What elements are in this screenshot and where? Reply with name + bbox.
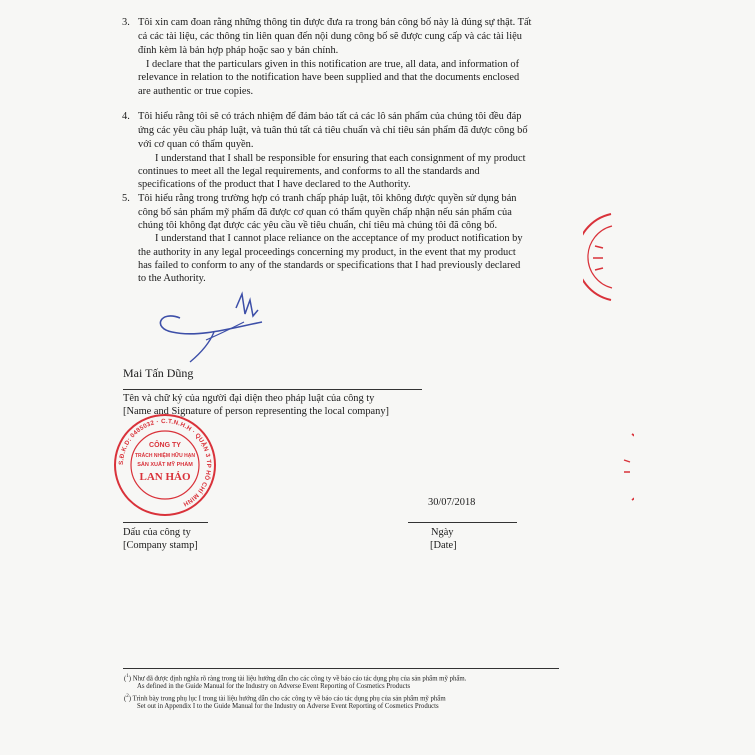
footnote-text: Như đã được định nghĩa rõ ràng trong tài liệu hướng dẫn cho các công ty về báo cáo tác dụng phụ của sản phẩm mỹ phẩm. — [132, 675, 467, 683]
signer-caption-vi: Tên và chữ ký của người đại diện theo pháp luật của công ty — [123, 393, 375, 404]
stamp-label-vi: Dấu của công ty — [123, 527, 191, 538]
item-4-vi-line: ứng các yêu cầu pháp luật, và tuân thủ tất cả tiêu chuẩn và chỉ tiêu sản phẩm đã được công bố — [138, 125, 528, 136]
item-3-vi-line: cả các tài liệu, các thông tin liên quan đến nội dung công bố sẽ được cung cấp và các tài liệu — [138, 31, 522, 42]
edge-seal — [583, 212, 613, 302]
footnote-text: Trình bày trong phụ lục I trong tài liệu hướng dẫn cho các công ty về báo cáo tác dụng phụ của sản phẩm mỹ phẩm — [132, 695, 446, 703]
footnote-marker: 1 — [126, 674, 129, 679]
item-4-vi-line: với cơ quan có thẩm quyền. — [138, 139, 254, 150]
date-line — [408, 522, 517, 523]
item-5-en-line: the authority in any legal proceedings concerning my product, in the event that my product — [138, 247, 516, 258]
item-5-vi-line: công bố sản phẩm mỹ phẩm đã được cơ quan có thẩm quyền chấp nhận nếu sản phẩm của — [138, 207, 512, 218]
item-3-en-line: relevance in relation to the notification have been supplied and that the documents enclosed — [138, 72, 520, 83]
stamp-line: CÔNG TY — [149, 442, 181, 449]
stamp-label-en: [Company stamp] — [123, 540, 198, 551]
footnote-marker: 2 — [126, 694, 129, 699]
item-number: 4. — [122, 111, 130, 122]
footnote-1-en: As defined in the Guide Manual for the Industry on Adverse Event Reporting of Cosmetics Products — [137, 683, 411, 690]
item-4-en-line: specifications of the product that I have declared to the Authority. — [138, 179, 411, 190]
item-3-en-line: I declare that the particulars given in this notification are true, all data, and information of — [146, 59, 520, 70]
footnote-2-en: Set out in Appendix I to the Guide Manual for the Industry on Adverse Event Reporting of Cosmetics Products — [137, 703, 439, 710]
signer-name: Mai Tấn Dũng — [123, 366, 194, 380]
company-stamp — [112, 412, 218, 518]
stamp-company-name: LAN HẢO — [139, 471, 191, 483]
item-number: 3. — [122, 17, 130, 28]
item-3-vi-line: Tôi xin cam đoan rằng những thông tin được đưa ra trong bản công bố này là đúng sự thật. Tất — [138, 17, 532, 28]
footnote-1-vi: ($^1$) Như đã được định nghĩa rõ ràng trong tài liệu hướng dẫn cho các công ty về báo cáo tác dụng phụ của sản phẩm mỹ phẩm. — [124, 674, 467, 683]
item-3-en-line: are authentic or true copies. — [138, 86, 254, 97]
footnote-2-vi: ($^2$) Trình bày trong phụ lục I trong tài liệu hướng dẫn cho các công ty về báo cáo tác dụng phụ của sản phẩm mỹ phẩm — [124, 694, 446, 703]
stamp-line: SẢN XUẤT MỸ PHẨM — [137, 462, 193, 468]
date-value: 30/07/2018 — [428, 497, 476, 508]
edge-seal — [620, 432, 634, 502]
signer-caption-en: [Name and Signature of person representing the local company] — [123, 406, 390, 417]
item-5-en-line: I understand that I cannot place reliance on the acceptance of my product notification by — [155, 233, 523, 244]
item-5-en-line: to the Authority. — [138, 273, 206, 284]
item-4-en-line: I understand that I shall be responsible for ensuring that each consignment of my product — [155, 153, 526, 164]
stamp-ring-text: S.Đ.K.D: 0485032 · C.T.N.H.H · QUẬN 3 TP HỒ CHÍ MINH — [117, 417, 213, 508]
stamp-line — [123, 522, 208, 523]
item-4-en-line: continues to meet all the legal requirements, and conforms to all the standards and — [138, 166, 480, 177]
item-5-en-line: has failed to conform to any of the standards or specifications that I had previously declared — [138, 260, 521, 271]
signature — [150, 288, 290, 368]
footnote-divider — [123, 668, 559, 669]
item-number: 5. — [122, 193, 130, 204]
item-5-vi-line: chúng tôi không đạt được các yêu cầu về tiêu chuẩn, chỉ tiêu mà chúng tôi đã công bố. — [138, 220, 498, 231]
signature-line — [123, 389, 422, 390]
item-5-vi-line: Tôi hiểu rằng trong trường hợp có tranh chấp pháp luật, tôi không được quyền sử dụng bản — [138, 193, 517, 204]
stamp-line: TRÁCH NHIỆM HỮU HẠN — [135, 453, 195, 459]
date-label-vi: Ngày — [431, 527, 454, 538]
item-3-vi-line: đính kèm là bản hợp pháp hoặc sao y bản chính. — [138, 45, 339, 56]
item-4-vi-line: Tôi hiểu rằng tôi sẽ có trách nhiệm để đảm bảo tất cả các lô sản phẩm của chúng tôi đều đáp — [138, 111, 522, 122]
date-label-en: [Date] — [430, 540, 457, 551]
